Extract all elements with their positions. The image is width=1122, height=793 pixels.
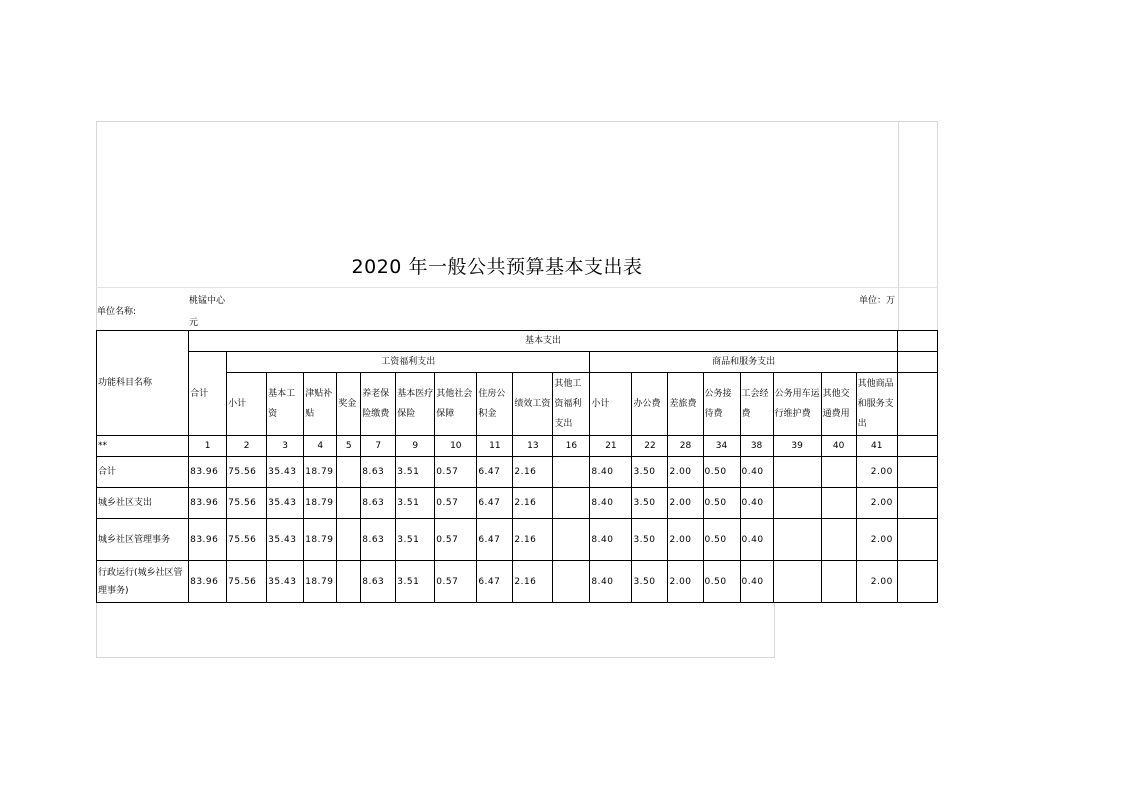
- value-cell: 0.50: [703, 561, 740, 603]
- code-row-label: **: [97, 436, 189, 457]
- value-cell: 8.40: [590, 488, 632, 519]
- value-cell: 75.56: [227, 488, 267, 519]
- col-header: 小计: [227, 373, 267, 436]
- value-cell: 0.50: [703, 457, 740, 488]
- value-cell: 2.16: [513, 519, 553, 561]
- value-cell: 2.00: [668, 457, 703, 488]
- code-cell: 22: [632, 436, 668, 457]
- value-cell: 8.40: [590, 457, 632, 488]
- value-cell: 75.56: [227, 457, 267, 488]
- value-cell: [821, 519, 856, 561]
- page-title: 2020 年一般公共预算基本支出表: [351, 256, 643, 278]
- code-cell: 41: [856, 436, 897, 457]
- value-cell: [773, 519, 821, 561]
- code-cell: 1: [189, 436, 227, 457]
- col-header: 差旅费: [668, 373, 703, 436]
- code-cell: 34: [703, 436, 740, 457]
- value-cell: 2.16: [513, 457, 553, 488]
- value-cell: [337, 488, 361, 519]
- value-cell: 83.96: [189, 488, 227, 519]
- col-header: 其他社会保障: [435, 373, 477, 436]
- value-cell: 35.43: [267, 457, 304, 488]
- col-header: 小计: [590, 373, 632, 436]
- goods-group-header: 商品和服务支出: [590, 352, 897, 373]
- row-name: 城乡社区支出: [97, 488, 189, 519]
- value-cell: [553, 457, 590, 488]
- row-name: 合计: [97, 457, 189, 488]
- value-cell: 83.96: [189, 519, 227, 561]
- value-cell: [337, 457, 361, 488]
- func-name-header: 功能科目名称: [97, 331, 189, 436]
- value-cell: 3.51: [396, 457, 435, 488]
- value-cell: [773, 561, 821, 603]
- basic-expense-header: 基本支出: [189, 331, 898, 352]
- col-header: 奖金: [337, 373, 361, 436]
- value-cell: 8.63: [361, 488, 396, 519]
- table-row: [97, 457, 938, 488]
- page-frame-lower: [96, 603, 775, 658]
- extra-column-cell: [897, 457, 937, 488]
- value-cell: [553, 519, 590, 561]
- code-cell: 9: [396, 436, 435, 457]
- col-header: 公务用车运行维护费: [773, 373, 821, 436]
- value-cell: 75.56: [227, 561, 267, 603]
- code-cell: 13: [513, 436, 553, 457]
- value-cell: 0.57: [435, 561, 477, 603]
- code-cell: 5: [337, 436, 361, 457]
- value-cell: 0.50: [703, 519, 740, 561]
- value-cell: 2.00: [668, 488, 703, 519]
- value-cell: 8.40: [590, 519, 632, 561]
- value-cell: 18.79: [304, 519, 337, 561]
- value-cell: [553, 561, 590, 603]
- col-header: 工会经费: [740, 373, 773, 436]
- currency-unit: 单位：万: [859, 296, 896, 306]
- value-cell: 0.40: [740, 519, 773, 561]
- value-cell: 2.00: [668, 519, 703, 561]
- value-cell: 2.00: [856, 457, 897, 488]
- table-row: [97, 561, 938, 603]
- code-cell: 21: [590, 436, 632, 457]
- value-cell: 8.63: [361, 519, 396, 561]
- header-row-1: [97, 331, 938, 352]
- value-cell: [821, 488, 856, 519]
- value-cell: 6.47: [477, 488, 513, 519]
- value-cell: 35.43: [267, 488, 304, 519]
- value-cell: 2.00: [856, 561, 897, 603]
- value-cell: 3.50: [632, 519, 668, 561]
- extra-column-cell: [897, 373, 937, 436]
- value-cell: 8.63: [361, 457, 396, 488]
- code-cell: 38: [740, 436, 773, 457]
- col-header: 其他交通费用: [821, 373, 856, 436]
- value-cell: 83.96: [189, 561, 227, 603]
- col-header: 基本工资: [267, 373, 304, 436]
- col-header: 住房公积金: [477, 373, 513, 436]
- total-header: 合计: [189, 352, 227, 436]
- value-cell: 3.50: [632, 457, 668, 488]
- unit-label: 单位名称:: [97, 307, 137, 317]
- unit-name: 桃锰中心: [189, 296, 226, 306]
- value-cell: 18.79: [304, 561, 337, 603]
- code-cell: 7: [361, 436, 396, 457]
- col-header: 其他工资福利支出: [553, 373, 590, 436]
- extra-column-cell: [897, 352, 937, 373]
- value-cell: 18.79: [304, 488, 337, 519]
- value-cell: 3.51: [396, 561, 435, 603]
- value-cell: 0.40: [740, 457, 773, 488]
- value-cell: [773, 457, 821, 488]
- value-cell: 0.57: [435, 519, 477, 561]
- budget-table: [96, 330, 938, 603]
- value-cell: [553, 488, 590, 519]
- col-header: 绩效工资: [513, 373, 553, 436]
- value-cell: 2.00: [668, 561, 703, 603]
- value-cell: [821, 457, 856, 488]
- col-header: 津贴补贴: [304, 373, 337, 436]
- col-header: 其他商品和服务支出: [856, 373, 897, 436]
- unit-name-suffix: 元: [189, 318, 199, 328]
- value-cell: 0.57: [435, 488, 477, 519]
- col-header: 基本医疗保险: [396, 373, 435, 436]
- extra-column-cell: [897, 488, 937, 519]
- value-cell: 0.40: [740, 488, 773, 519]
- value-cell: 8.40: [590, 561, 632, 603]
- value-cell: 6.47: [477, 561, 513, 603]
- row-name: 行政运行(城乡社区管理事务): [97, 561, 189, 603]
- value-cell: 8.63: [361, 561, 396, 603]
- value-cell: 75.56: [227, 519, 267, 561]
- frame-divider: [96, 287, 938, 288]
- value-cell: 3.50: [632, 561, 668, 603]
- value-cell: 0.50: [703, 488, 740, 519]
- value-cell: [337, 561, 361, 603]
- code-cell: 40: [821, 436, 856, 457]
- value-cell: 6.47: [477, 519, 513, 561]
- code-cell: 3: [267, 436, 304, 457]
- value-cell: 2.16: [513, 488, 553, 519]
- value-cell: 3.50: [632, 488, 668, 519]
- table-row: [97, 488, 938, 519]
- value-cell: 0.57: [435, 457, 477, 488]
- value-cell: [337, 519, 361, 561]
- col-header: 养老保险缴费: [361, 373, 396, 436]
- code-cell: 2: [227, 436, 267, 457]
- value-cell: 2.00: [856, 519, 897, 561]
- value-cell: 2.00: [856, 488, 897, 519]
- value-cell: [773, 488, 821, 519]
- value-cell: 3.51: [396, 519, 435, 561]
- value-cell: 18.79: [304, 457, 337, 488]
- extra-column-cell: [897, 519, 937, 561]
- col-header: 公务接待费: [703, 373, 740, 436]
- value-cell: 2.16: [513, 561, 553, 603]
- value-cell: 6.47: [477, 457, 513, 488]
- code-cell: 10: [435, 436, 477, 457]
- code-cell: 11: [477, 436, 513, 457]
- col-header: 办公费: [632, 373, 668, 436]
- value-cell: 0.40: [740, 561, 773, 603]
- value-cell: 35.43: [267, 519, 304, 561]
- value-cell: [821, 561, 856, 603]
- value-cell: 83.96: [189, 457, 227, 488]
- code-row: [97, 436, 938, 457]
- value-cell: 3.51: [396, 488, 435, 519]
- code-cell: 4: [304, 436, 337, 457]
- value-cell: 35.43: [267, 561, 304, 603]
- row-name: 城乡社区管理事务: [97, 519, 189, 561]
- header-row-2: [97, 352, 938, 373]
- table-row: [97, 519, 938, 561]
- frame-divider: [898, 121, 899, 330]
- wage-group-header: 工资福利支出: [227, 352, 590, 373]
- extra-column-cell: [897, 561, 937, 603]
- code-cell: 16: [553, 436, 590, 457]
- extra-column-cell: [897, 436, 937, 457]
- extra-column-cell: [897, 331, 937, 352]
- code-cell: 39: [773, 436, 821, 457]
- code-cell: 28: [668, 436, 703, 457]
